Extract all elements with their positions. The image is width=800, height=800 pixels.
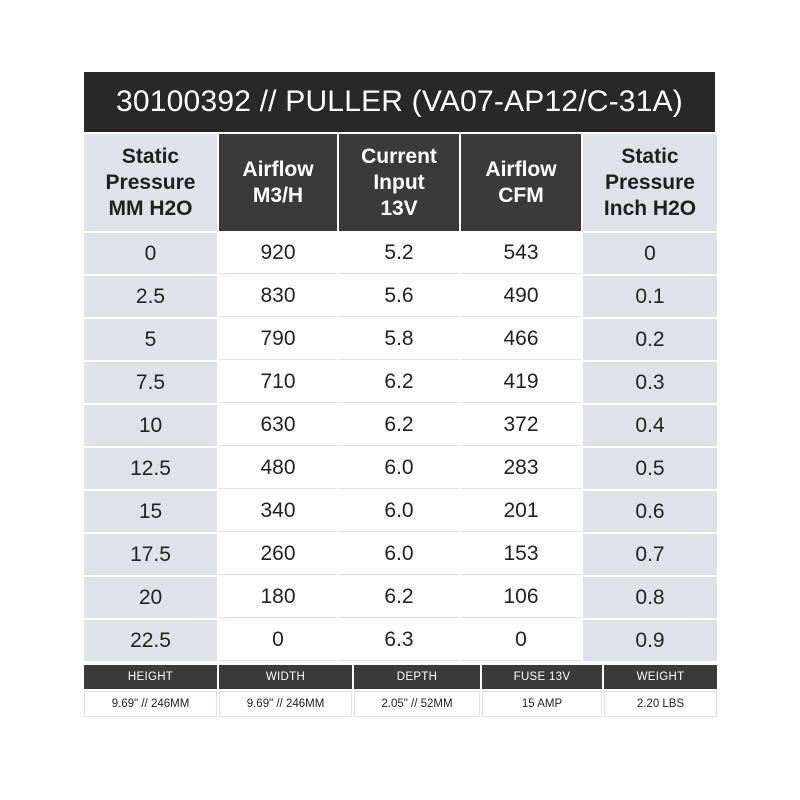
cell-static-pressure-inch: 0.2 [583, 319, 717, 360]
cell-static-pressure-mm: 20 [84, 577, 217, 618]
cell-current-input: 6.3 [339, 620, 459, 661]
header-airflow-m3h: Airflow M3/H [219, 134, 337, 231]
cell-static-pressure-mm: 17.5 [84, 534, 217, 575]
cell-airflow-m3h: 180 [219, 577, 337, 618]
cell-current-input: 6.2 [339, 362, 459, 403]
cell-current-input: 6.2 [339, 577, 459, 618]
header-airflow-cfm: Airflow CFM [461, 134, 581, 231]
cell-airflow-m3h: 710 [219, 362, 337, 403]
cell-static-pressure-inch: 0.3 [583, 362, 717, 403]
cell-current-input: 5.6 [339, 276, 459, 317]
cell-static-pressure-inch: 0.9 [583, 620, 717, 661]
spec-value-depth: 2.05" // 52MM [354, 691, 480, 717]
spec-header-weight: WEIGHT [604, 665, 717, 689]
spec-header-fuse: FUSE 13V [482, 665, 602, 689]
cell-static-pressure-mm: 10 [84, 405, 217, 446]
spec-value-fuse: 15 AMP [482, 691, 602, 717]
cell-airflow-cfm: 490 [461, 276, 581, 317]
spec-sheet [84, 72, 715, 717]
cell-static-pressure-mm: 12.5 [84, 448, 217, 489]
spec-header-width: WIDTH [219, 665, 352, 689]
cell-airflow-m3h: 260 [219, 534, 337, 575]
cell-airflow-m3h: 480 [219, 448, 337, 489]
cell-static-pressure-mm: 5 [84, 319, 217, 360]
cell-static-pressure-mm: 15 [84, 491, 217, 532]
cell-airflow-m3h: 340 [219, 491, 337, 532]
cell-current-input: 5.8 [339, 319, 459, 360]
cell-airflow-m3h: 830 [219, 276, 337, 317]
cell-airflow-cfm: 283 [461, 448, 581, 489]
cell-airflow-cfm: 372 [461, 405, 581, 446]
table-title: 30100392 // PULLER (VA07-AP12/C-31A) [84, 72, 715, 132]
cell-airflow-m3h: 920 [219, 233, 337, 274]
cell-current-input: 5.2 [339, 233, 459, 274]
cell-static-pressure-inch: 0.1 [583, 276, 717, 317]
spec-table [84, 665, 715, 717]
cell-static-pressure-inch: 0.6 [583, 491, 717, 532]
cell-static-pressure-inch: 0 [583, 233, 717, 274]
cell-airflow-cfm: 419 [461, 362, 581, 403]
cell-current-input: 6.0 [339, 448, 459, 489]
cell-airflow-cfm: 153 [461, 534, 581, 575]
cell-airflow-cfm: 0 [461, 620, 581, 661]
header-static-pressure-inch: Static Pressure Inch H2O [583, 134, 717, 231]
cell-airflow-cfm: 106 [461, 577, 581, 618]
spec-value-weight: 2.20 LBS [604, 691, 717, 717]
cell-static-pressure-inch: 0.5 [583, 448, 717, 489]
cell-static-pressure-mm: 7.5 [84, 362, 217, 403]
header-current-input: Current Input 13V [339, 134, 459, 231]
cell-airflow-cfm: 543 [461, 233, 581, 274]
spec-value-height: 9.69" // 246MM [84, 691, 217, 717]
cell-airflow-cfm: 466 [461, 319, 581, 360]
header-static-pressure-mm: Static Pressure MM H2O [84, 134, 217, 231]
cell-static-pressure-mm: 0 [84, 233, 217, 274]
airflow-table [84, 134, 715, 661]
cell-static-pressure-mm: 2.5 [84, 276, 217, 317]
spec-header-height: HEIGHT [84, 665, 217, 689]
cell-airflow-m3h: 0 [219, 620, 337, 661]
cell-airflow-m3h: 630 [219, 405, 337, 446]
cell-airflow-m3h: 790 [219, 319, 337, 360]
cell-static-pressure-inch: 0.8 [583, 577, 717, 618]
cell-airflow-cfm: 201 [461, 491, 581, 532]
spec-value-width: 9.69" // 246MM [219, 691, 352, 717]
cell-static-pressure-inch: 0.7 [583, 534, 717, 575]
cell-current-input: 6.0 [339, 491, 459, 532]
spec-header-depth: DEPTH [354, 665, 480, 689]
cell-current-input: 6.2 [339, 405, 459, 446]
cell-current-input: 6.0 [339, 534, 459, 575]
cell-static-pressure-mm: 22.5 [84, 620, 217, 661]
cell-static-pressure-inch: 0.4 [583, 405, 717, 446]
